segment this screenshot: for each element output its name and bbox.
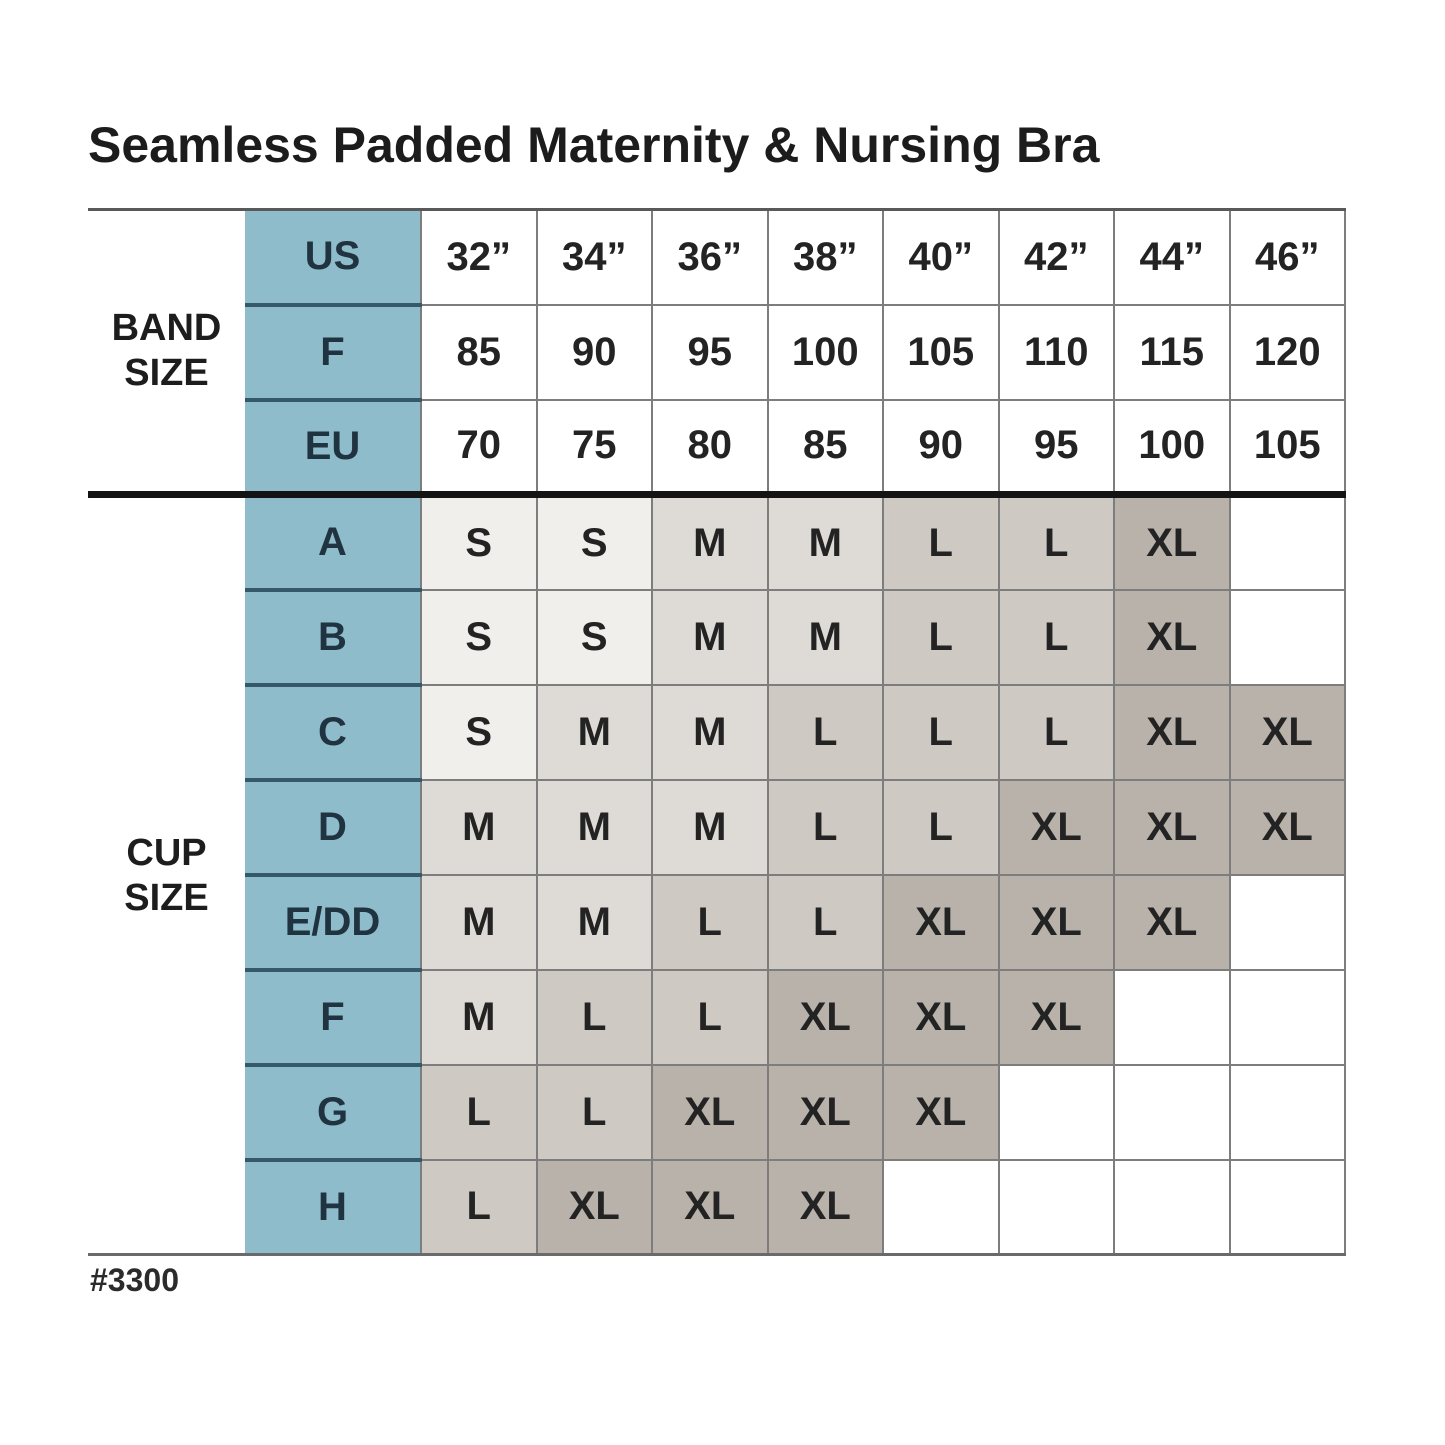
band-value-cell: 80 — [652, 400, 768, 495]
band-row-us — [88, 210, 1345, 305]
cup-row-label: F — [245, 970, 421, 1065]
size-cell: L — [883, 495, 999, 590]
size-cell: M — [652, 495, 768, 590]
size-cell: L — [999, 495, 1115, 590]
size-cell: XL — [1114, 875, 1230, 970]
cup-size-section-label: CUP SIZE — [88, 495, 245, 1255]
band-value-cell: 75 — [537, 400, 653, 495]
size-cell: XL — [999, 970, 1115, 1065]
band-value-cell: 95 — [999, 400, 1115, 495]
size-cell: L — [652, 970, 768, 1065]
size-cell: L — [421, 1065, 537, 1160]
size-cell — [1230, 495, 1346, 590]
cup-row-label: H — [245, 1160, 421, 1255]
band-value-cell: 90 — [883, 400, 999, 495]
cup-row-edd — [88, 875, 1345, 970]
band-value-cell: 44” — [1114, 210, 1230, 305]
size-cell: M — [537, 685, 653, 780]
band-value-cell: 46” — [1230, 210, 1346, 305]
size-cell — [1114, 970, 1230, 1065]
band-value-cell: 40” — [883, 210, 999, 305]
cup-row-label: D — [245, 780, 421, 875]
size-cell — [1230, 590, 1346, 685]
cup-row-g — [88, 1065, 1345, 1160]
size-cell — [1230, 970, 1346, 1065]
size-cell: XL — [537, 1160, 653, 1255]
size-cell — [1114, 1160, 1230, 1255]
size-cell: S — [421, 685, 537, 780]
size-cell — [999, 1160, 1115, 1255]
band-value-cell: 100 — [1114, 400, 1230, 495]
band-value-cell: 110 — [999, 305, 1115, 400]
cup-row-d — [88, 780, 1345, 875]
size-cell: L — [999, 685, 1115, 780]
band-value-cell: 32” — [421, 210, 537, 305]
size-cell: XL — [1114, 780, 1230, 875]
size-cell: XL — [652, 1160, 768, 1255]
cup-row-label: G — [245, 1065, 421, 1160]
size-cell: L — [652, 875, 768, 970]
size-cell: L — [537, 1065, 653, 1160]
size-cell: M — [768, 495, 884, 590]
size-cell: XL — [883, 875, 999, 970]
size-cell: XL — [1230, 780, 1346, 875]
band-value-cell: 85 — [768, 400, 884, 495]
size-cell: XL — [999, 875, 1115, 970]
band-value-cell: 95 — [652, 305, 768, 400]
size-cell: XL — [768, 970, 884, 1065]
size-cell: L — [768, 685, 884, 780]
band-row-label: F — [245, 305, 421, 400]
size-cell: XL — [883, 970, 999, 1065]
cup-row-f — [88, 970, 1345, 1065]
band-value-cell: 85 — [421, 305, 537, 400]
band-size-section-label: BAND SIZE — [88, 210, 245, 495]
size-cell: XL — [1230, 685, 1346, 780]
size-cell: L — [883, 685, 999, 780]
size-cell: M — [652, 590, 768, 685]
band-row-label: EU — [245, 400, 421, 495]
band-value-cell: 38” — [768, 210, 884, 305]
size-cell: XL — [768, 1065, 884, 1160]
size-cell: XL — [1114, 685, 1230, 780]
band-value-cell: 70 — [421, 400, 537, 495]
page-title: Seamless Padded Maternity & Nursing Bra — [88, 117, 1100, 173]
band-row-f — [88, 305, 1345, 400]
size-cell — [1114, 1065, 1230, 1160]
size-cell: S — [537, 590, 653, 685]
band-value-cell: 120 — [1230, 305, 1346, 400]
band-value-cell: 105 — [883, 305, 999, 400]
cup-row-label: B — [245, 590, 421, 685]
size-cell: L — [883, 780, 999, 875]
size-cell: S — [421, 495, 537, 590]
cup-row-label: E/DD — [245, 875, 421, 970]
size-cell: XL — [1114, 590, 1230, 685]
band-row-label: US — [245, 210, 421, 305]
cup-row-h — [88, 1160, 1345, 1255]
size-cell — [1230, 875, 1346, 970]
size-cell: XL — [768, 1160, 884, 1255]
size-cell: S — [537, 495, 653, 590]
band-value-cell: 115 — [1114, 305, 1230, 400]
size-cell: M — [537, 875, 653, 970]
size-cell: S — [421, 590, 537, 685]
cup-row-b — [88, 590, 1345, 685]
band-value-cell: 36” — [652, 210, 768, 305]
size-cell — [999, 1065, 1115, 1160]
size-cell: XL — [999, 780, 1115, 875]
cup-row-label: C — [245, 685, 421, 780]
band-row-eu — [88, 400, 1345, 495]
size-cell: M — [421, 875, 537, 970]
band-value-cell: 34” — [537, 210, 653, 305]
size-cell: M — [652, 685, 768, 780]
size-cell: M — [421, 970, 537, 1065]
size-cell: M — [421, 780, 537, 875]
size-cell — [1230, 1065, 1346, 1160]
size-cell: M — [768, 590, 884, 685]
band-value-cell: 105 — [1230, 400, 1346, 495]
size-cell: L — [883, 590, 999, 685]
size-cell: XL — [883, 1065, 999, 1160]
size-cell: L — [768, 780, 884, 875]
size-cell: M — [652, 780, 768, 875]
size-cell: XL — [652, 1065, 768, 1160]
cup-row-c — [88, 685, 1345, 780]
size-cell — [1230, 1160, 1346, 1255]
cup-row-label: A — [245, 495, 421, 590]
cup-row-a — [88, 495, 1345, 590]
size-cell: M — [537, 780, 653, 875]
size-cell: L — [999, 590, 1115, 685]
size-cell: L — [768, 875, 884, 970]
band-value-cell: 100 — [768, 305, 884, 400]
band-value-cell: 42” — [999, 210, 1115, 305]
band-value-cell: 90 — [537, 305, 653, 400]
size-cell: XL — [1114, 495, 1230, 590]
product-number: #3300 — [90, 1262, 179, 1298]
size-cell: L — [537, 970, 653, 1065]
size-cell — [883, 1160, 999, 1255]
size-cell: L — [421, 1160, 537, 1255]
size-chart-table — [88, 208, 1346, 1256]
